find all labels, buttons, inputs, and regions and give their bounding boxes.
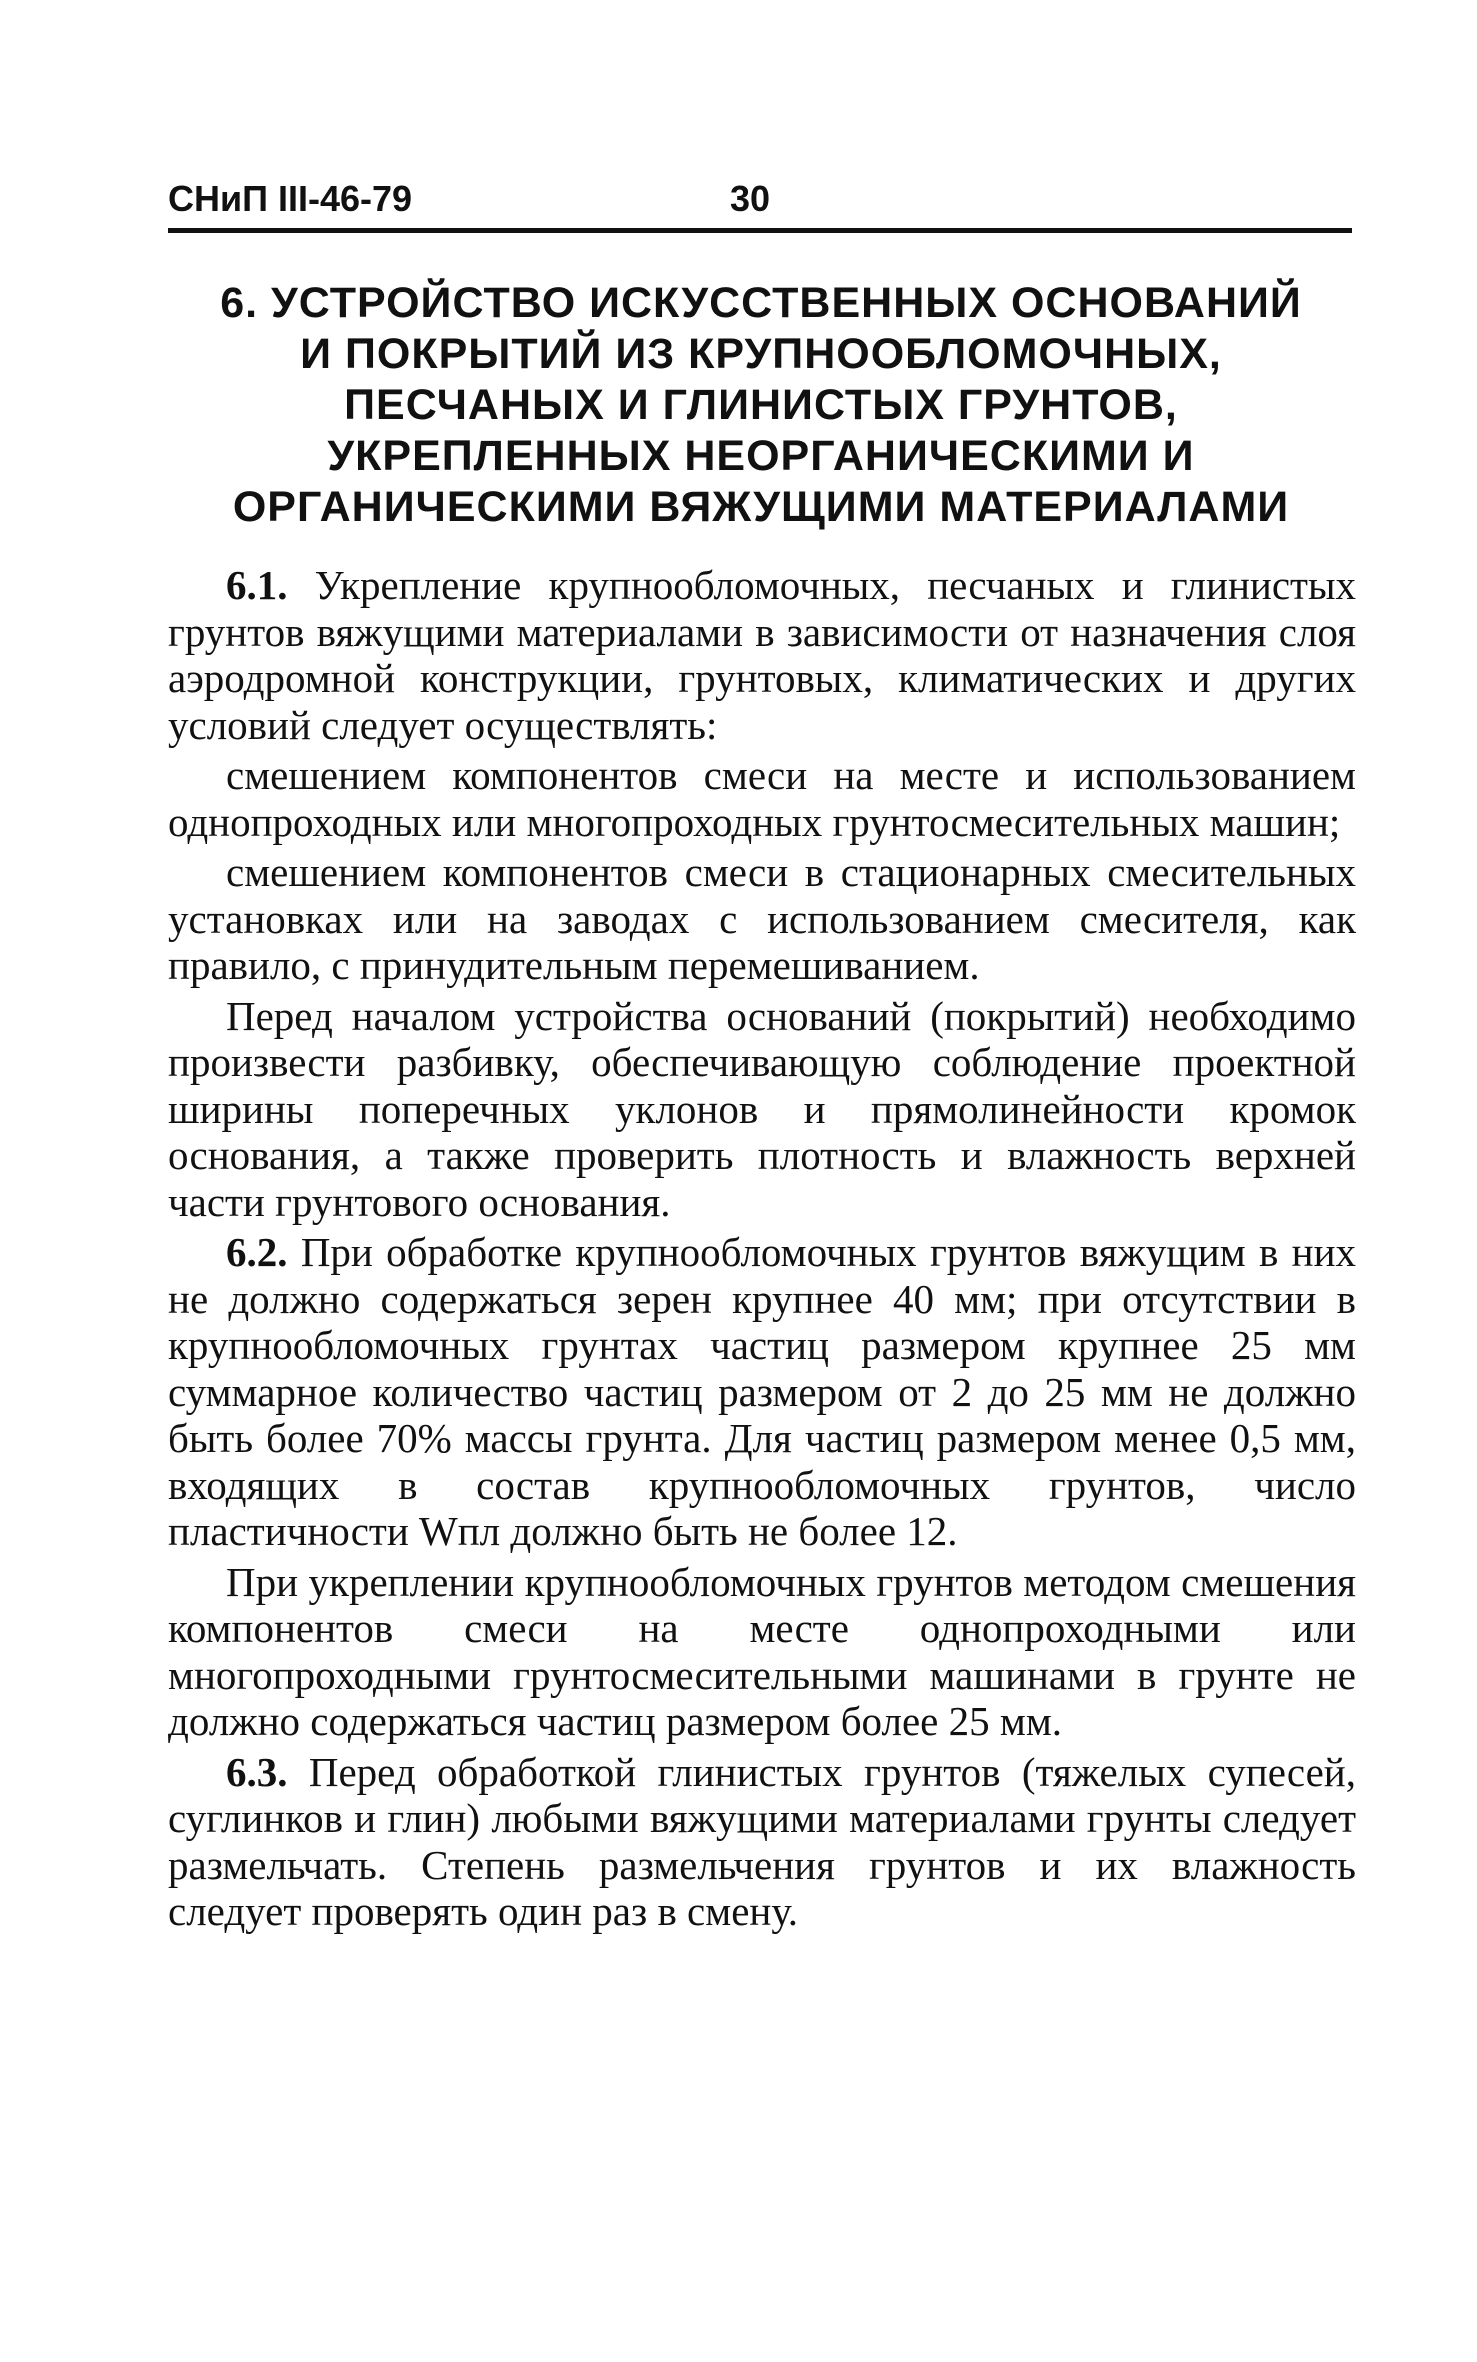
paragraph-text: Перед обработкой глинистых грунтов (тяжелых супесей, суглинков и глин) любыми вяжущими материалами грунты следует размельчать. Степень размельчения грунтов и их влажность следует проверять один раз в смену. <box>168 1748 1357 1934</box>
paragraph <box>168 993 1356 1226</box>
paragraph-text: При укреплении крупнообломочных грунтов методом смешения компонентов смеси на месте однопроходными или многопроходными грунтосмесительными машинами в грунте не должно содержаться частиц размером более 25 мм. <box>168 1558 1356 1744</box>
paragraph-6-1 <box>168 562 1356 748</box>
clause-number: 6.1. <box>226 562 288 608</box>
clause-number: 6.3. <box>226 1748 288 1795</box>
section-title-line: 6. УСТРОЙСТВО ИСКУССТВЕННЫХ ОСНОВАНИЙ <box>220 279 1302 327</box>
header-divider <box>168 228 1352 233</box>
page-number: 30 <box>730 178 771 219</box>
section-title-line: ПЕСЧАНЫХ И ГЛИНИСТЫХ ГРУНТОВ, <box>344 381 1178 429</box>
paragraph-text: Перед началом устройства оснований (покрытий) необходимо произвести разбивку, обеспечивающую соблюдение проектной ширины поперечных уклонов и прямолинейности кромок основания, а также проверить плотность и влажность верхней части грунтового основания. <box>168 992 1356 1225</box>
paragraph-text: смешением компонентов смеси в стационарных смесительных установках или на заводах с использованием смесителя, как правило, с принудительным перемешиванием. <box>168 849 1356 988</box>
section-title <box>166 278 1356 533</box>
paragraph-list-item <box>168 849 1356 989</box>
section-title-line: И ПОКРЫТИЙ ИЗ КРУПНООБЛОМОЧНЫХ, <box>300 330 1222 378</box>
paragraph-6-3 <box>168 1749 1356 1935</box>
document-code: СНиП III-46-79 <box>168 178 413 219</box>
paragraph-6-2 <box>168 1229 1356 1555</box>
paragraph-text: При обработке крупнообломочных грунтов вяжущим в них не должно содержаться зерен крупнее 40 мм; при отсутствии в крупнообломочных грунтах частиц размером крупнее 25 мм суммарное количество частиц размером от 2 до 25 мм не должно быть более 70% массы грунта. Для частиц размером менее 0,5 мм, входящих в состав крупнообломочных грунтов, число пластичности Wпл должно быть не более 12. <box>168 1229 1357 1554</box>
paragraph <box>168 1559 1356 1745</box>
paragraph-list-item <box>168 752 1356 845</box>
section-title-line: ОРГАНИЧЕСКИМИ ВЯЖУЩИМИ МАТЕРИАЛАМИ <box>232 483 1290 531</box>
paragraph-text: Укрепление крупнообломочных, песчаных и глинистых грунтов вяжущими материалами в зависимости от назначения слоя аэродромной конструкции, грунтовых, климатических и других условий следует осуществлять: <box>168 562 1356 748</box>
section-body <box>168 562 1356 1939</box>
paragraph-text: смешением компонентов смеси на месте и использованием однопроходных или многопроходных грунтосмесительных машин; <box>168 752 1356 845</box>
clause-number: 6.2. <box>226 1229 288 1275</box>
section-title-line: УКРЕПЛЕННЫХ НЕОРГАНИЧЕСКИМИ И <box>327 432 1195 480</box>
page-header <box>168 178 1352 228</box>
